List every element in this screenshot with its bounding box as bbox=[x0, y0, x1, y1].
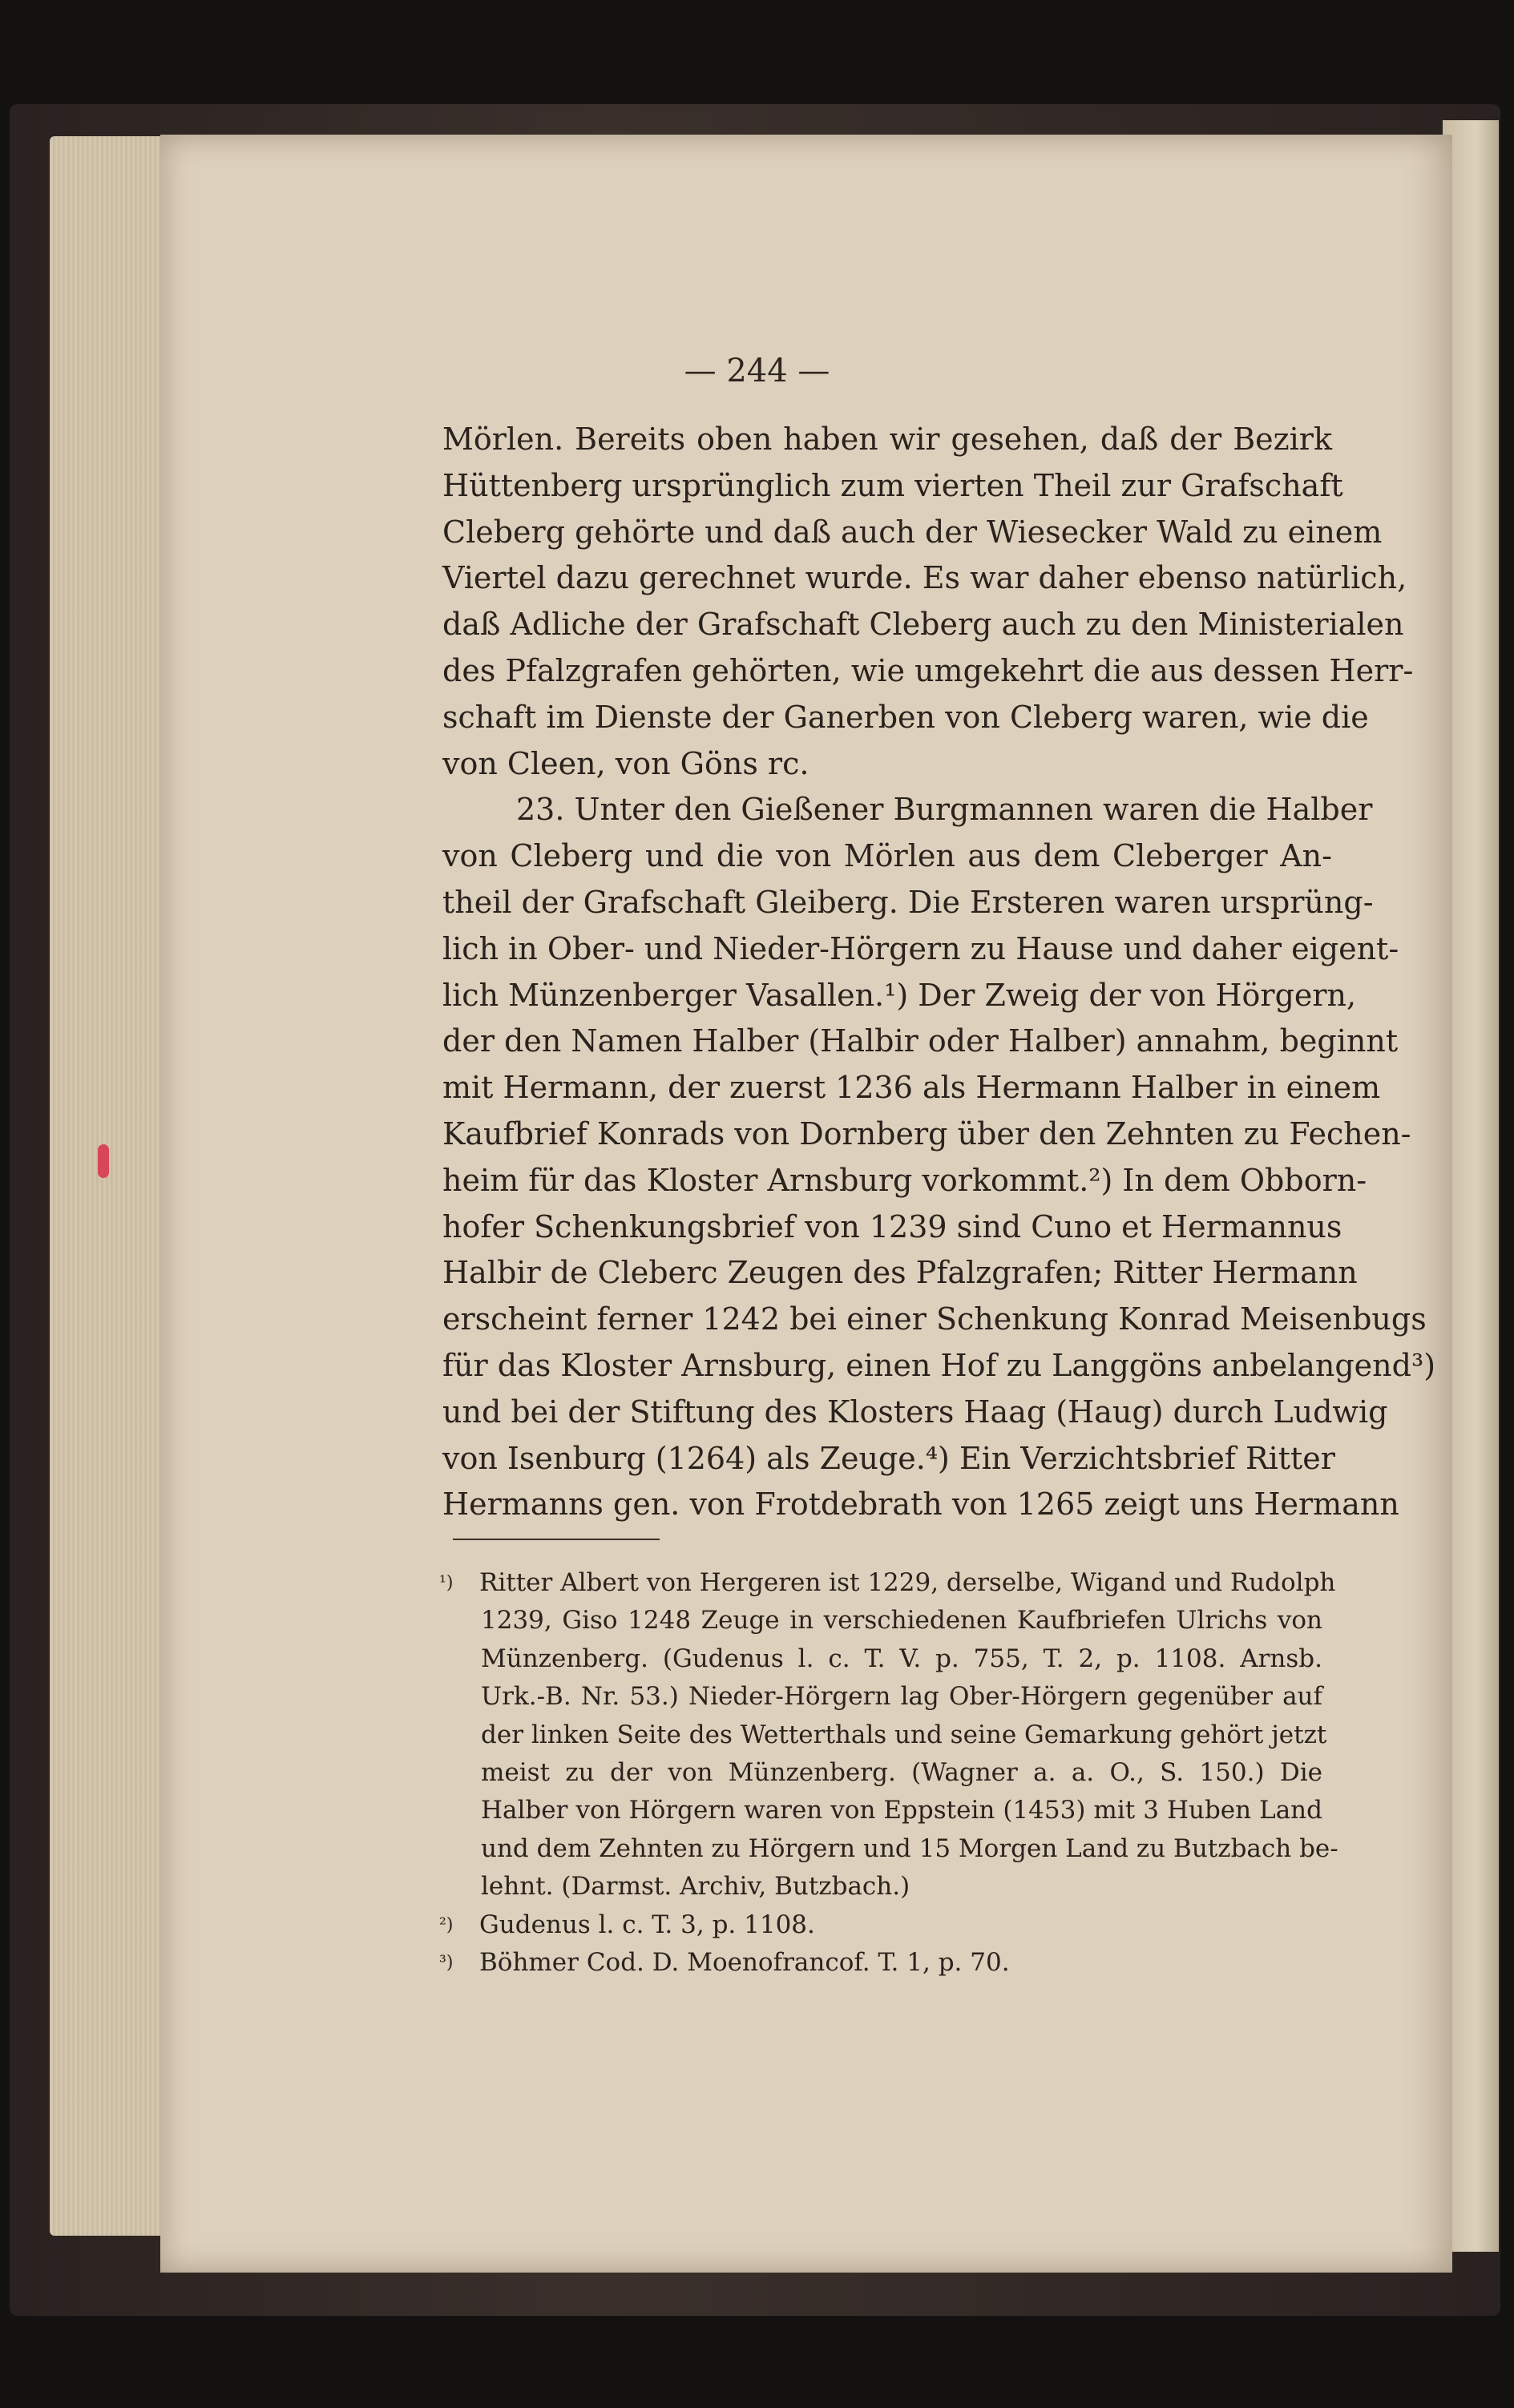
footnote-line: meist zu der von Münzenberg. (Wagner a. a. O., S. 150.) Die bbox=[481, 1758, 1322, 1788]
text-line: 23. Unter den Gießener Burgmannen waren die Halber bbox=[516, 792, 1373, 828]
text-line: des Pfalzgrafen gehörten, wie umgekehrt die aus dessen Herr- bbox=[442, 652, 1414, 688]
text-line: von Cleberg und die von Mörlen aus dem Cleberger An- bbox=[442, 838, 1332, 874]
text-line: mit Hermann, der zuerst 1236 als Hermann Halber in einem bbox=[442, 1070, 1381, 1106]
text-line: hofer Schenkungsbrief von 1239 sind Cuno et Hermannus bbox=[442, 1208, 1342, 1244]
text-line: Hüttenberg ursprünglich zum vierten Theil zur Grafschaft bbox=[442, 467, 1343, 503]
text-line: und bei der Stiftung des Klosters Haag (Haug) durch Ludwig bbox=[442, 1394, 1388, 1430]
text-line: lich Münzenberger Vasallen.¹) Der Zweig der von Hörgern, bbox=[442, 977, 1357, 1013]
footnote-separator bbox=[453, 1539, 660, 1540]
footnote-line: Münzenberg. (Gudenus l. c. T. V. p. 755, T. 2, p. 1108. Arnsb. bbox=[481, 1644, 1322, 1673]
text-line: Halbir de Cleberc Zeugen des Pfalzgrafen; Ritter Hermann bbox=[442, 1255, 1358, 1291]
paragraph bbox=[442, 787, 1436, 1528]
main-text bbox=[442, 417, 1436, 1528]
text-line: für das Kloster Arnsburg, einen Hof zu Langgöns anbelangend³) bbox=[442, 1347, 1436, 1383]
footnote-marker: ³) bbox=[439, 1953, 454, 1974]
footnote-line: der linken Seite des Wetterthals und seine Gemarkung gehört jetzt bbox=[481, 1720, 1327, 1749]
text-line: lich in Ober- und Nieder-Hörgern zu Hause und daher eigent- bbox=[442, 930, 1399, 966]
footnote-marker: ¹) bbox=[439, 1573, 454, 1593]
footnote-line: 1239, Giso 1248 Zeuge in verschiedenen Kaufbriefen Ulrichs von bbox=[481, 1606, 1322, 1636]
footnote-line: Halber von Hörgern waren von Eppstein (1453) mit 3 Huben Land bbox=[481, 1796, 1322, 1825]
footnote-line bbox=[439, 1906, 1322, 1944]
text-line: erscheint ferner 1242 bei einer Schenkung Konrad Meisenbugs bbox=[442, 1301, 1427, 1337]
footnote-text: Böhmer Cod. D. Moenofrancof. T. 1, p. 70. bbox=[479, 1948, 1010, 1978]
bookmark-marker bbox=[98, 1144, 109, 1178]
text-line: Cleberg gehörte und daß auch der Wiesecker Wald zu einem bbox=[442, 514, 1383, 550]
text-line: Hermanns gen. von Frotdebrath von 1265 zeigt uns Hermann bbox=[442, 1486, 1399, 1523]
text-line: der den Namen Halber (Halbir oder Halber) annahm, beginnt bbox=[442, 1023, 1399, 1059]
text-line: Kaufbrief Konrads von Dornberg über den Zehnten zu Fechen- bbox=[442, 1115, 1411, 1152]
text-line: von Cleen, von Göns rc. bbox=[442, 745, 809, 781]
footnote-line: und dem Zehnten zu Hörgern und 15 Morgen Land zu Butzbach be- bbox=[481, 1833, 1338, 1863]
text-line: Viertel dazu gerechnet wurde. Es war daher ebenso natürlich, bbox=[442, 560, 1407, 596]
footnote-marker: ²) bbox=[439, 1914, 454, 1935]
paragraph bbox=[442, 417, 1414, 787]
text-line: daß Adliche der Grafschaft Cleberg auch zu den Ministerialen bbox=[442, 607, 1404, 643]
page-number: — 244 — bbox=[684, 353, 830, 389]
text-line: theil der Grafschaft Gleiberg. Die Ersteren waren ursprüng- bbox=[442, 884, 1374, 920]
text-line: von Isenburg (1264) als Zeuge.⁴) Ein Verzichtsbrief Ritter bbox=[442, 1440, 1335, 1476]
page-edges-left bbox=[50, 136, 170, 2236]
footnote bbox=[439, 1564, 1338, 1906]
text-line: heim für das Kloster Arnsburg vorkommt.²) In dem Obborn- bbox=[442, 1162, 1367, 1198]
footnote-line bbox=[439, 1944, 1322, 1982]
text-line: schaft im Dienste der Ganerben von Cleberg waren, wie die bbox=[442, 699, 1369, 735]
footnote-line: lehnt. (Darmst. Archiv, Butzbach.) bbox=[481, 1872, 910, 1902]
footnote-text: Gudenus l. c. T. 3, p. 1108. bbox=[479, 1910, 815, 1939]
footnote-text: Ritter Albert von Hergeren ist 1229, derselbe, Wigand und Rudolph bbox=[479, 1568, 1336, 1597]
footnotes bbox=[439, 1564, 1338, 1982]
footnote-line bbox=[439, 1564, 1336, 1602]
footnote-line: Urk.-B. Nr. 53.) Nieder-Hörgern lag Ober-Hörgern gegenüber auf bbox=[481, 1682, 1322, 1712]
footnote bbox=[439, 1906, 1322, 1944]
footnote bbox=[439, 1944, 1322, 1982]
text-line: Mörlen. Bereits oben haben wir gesehen, daß der Bezirk bbox=[442, 422, 1332, 457]
